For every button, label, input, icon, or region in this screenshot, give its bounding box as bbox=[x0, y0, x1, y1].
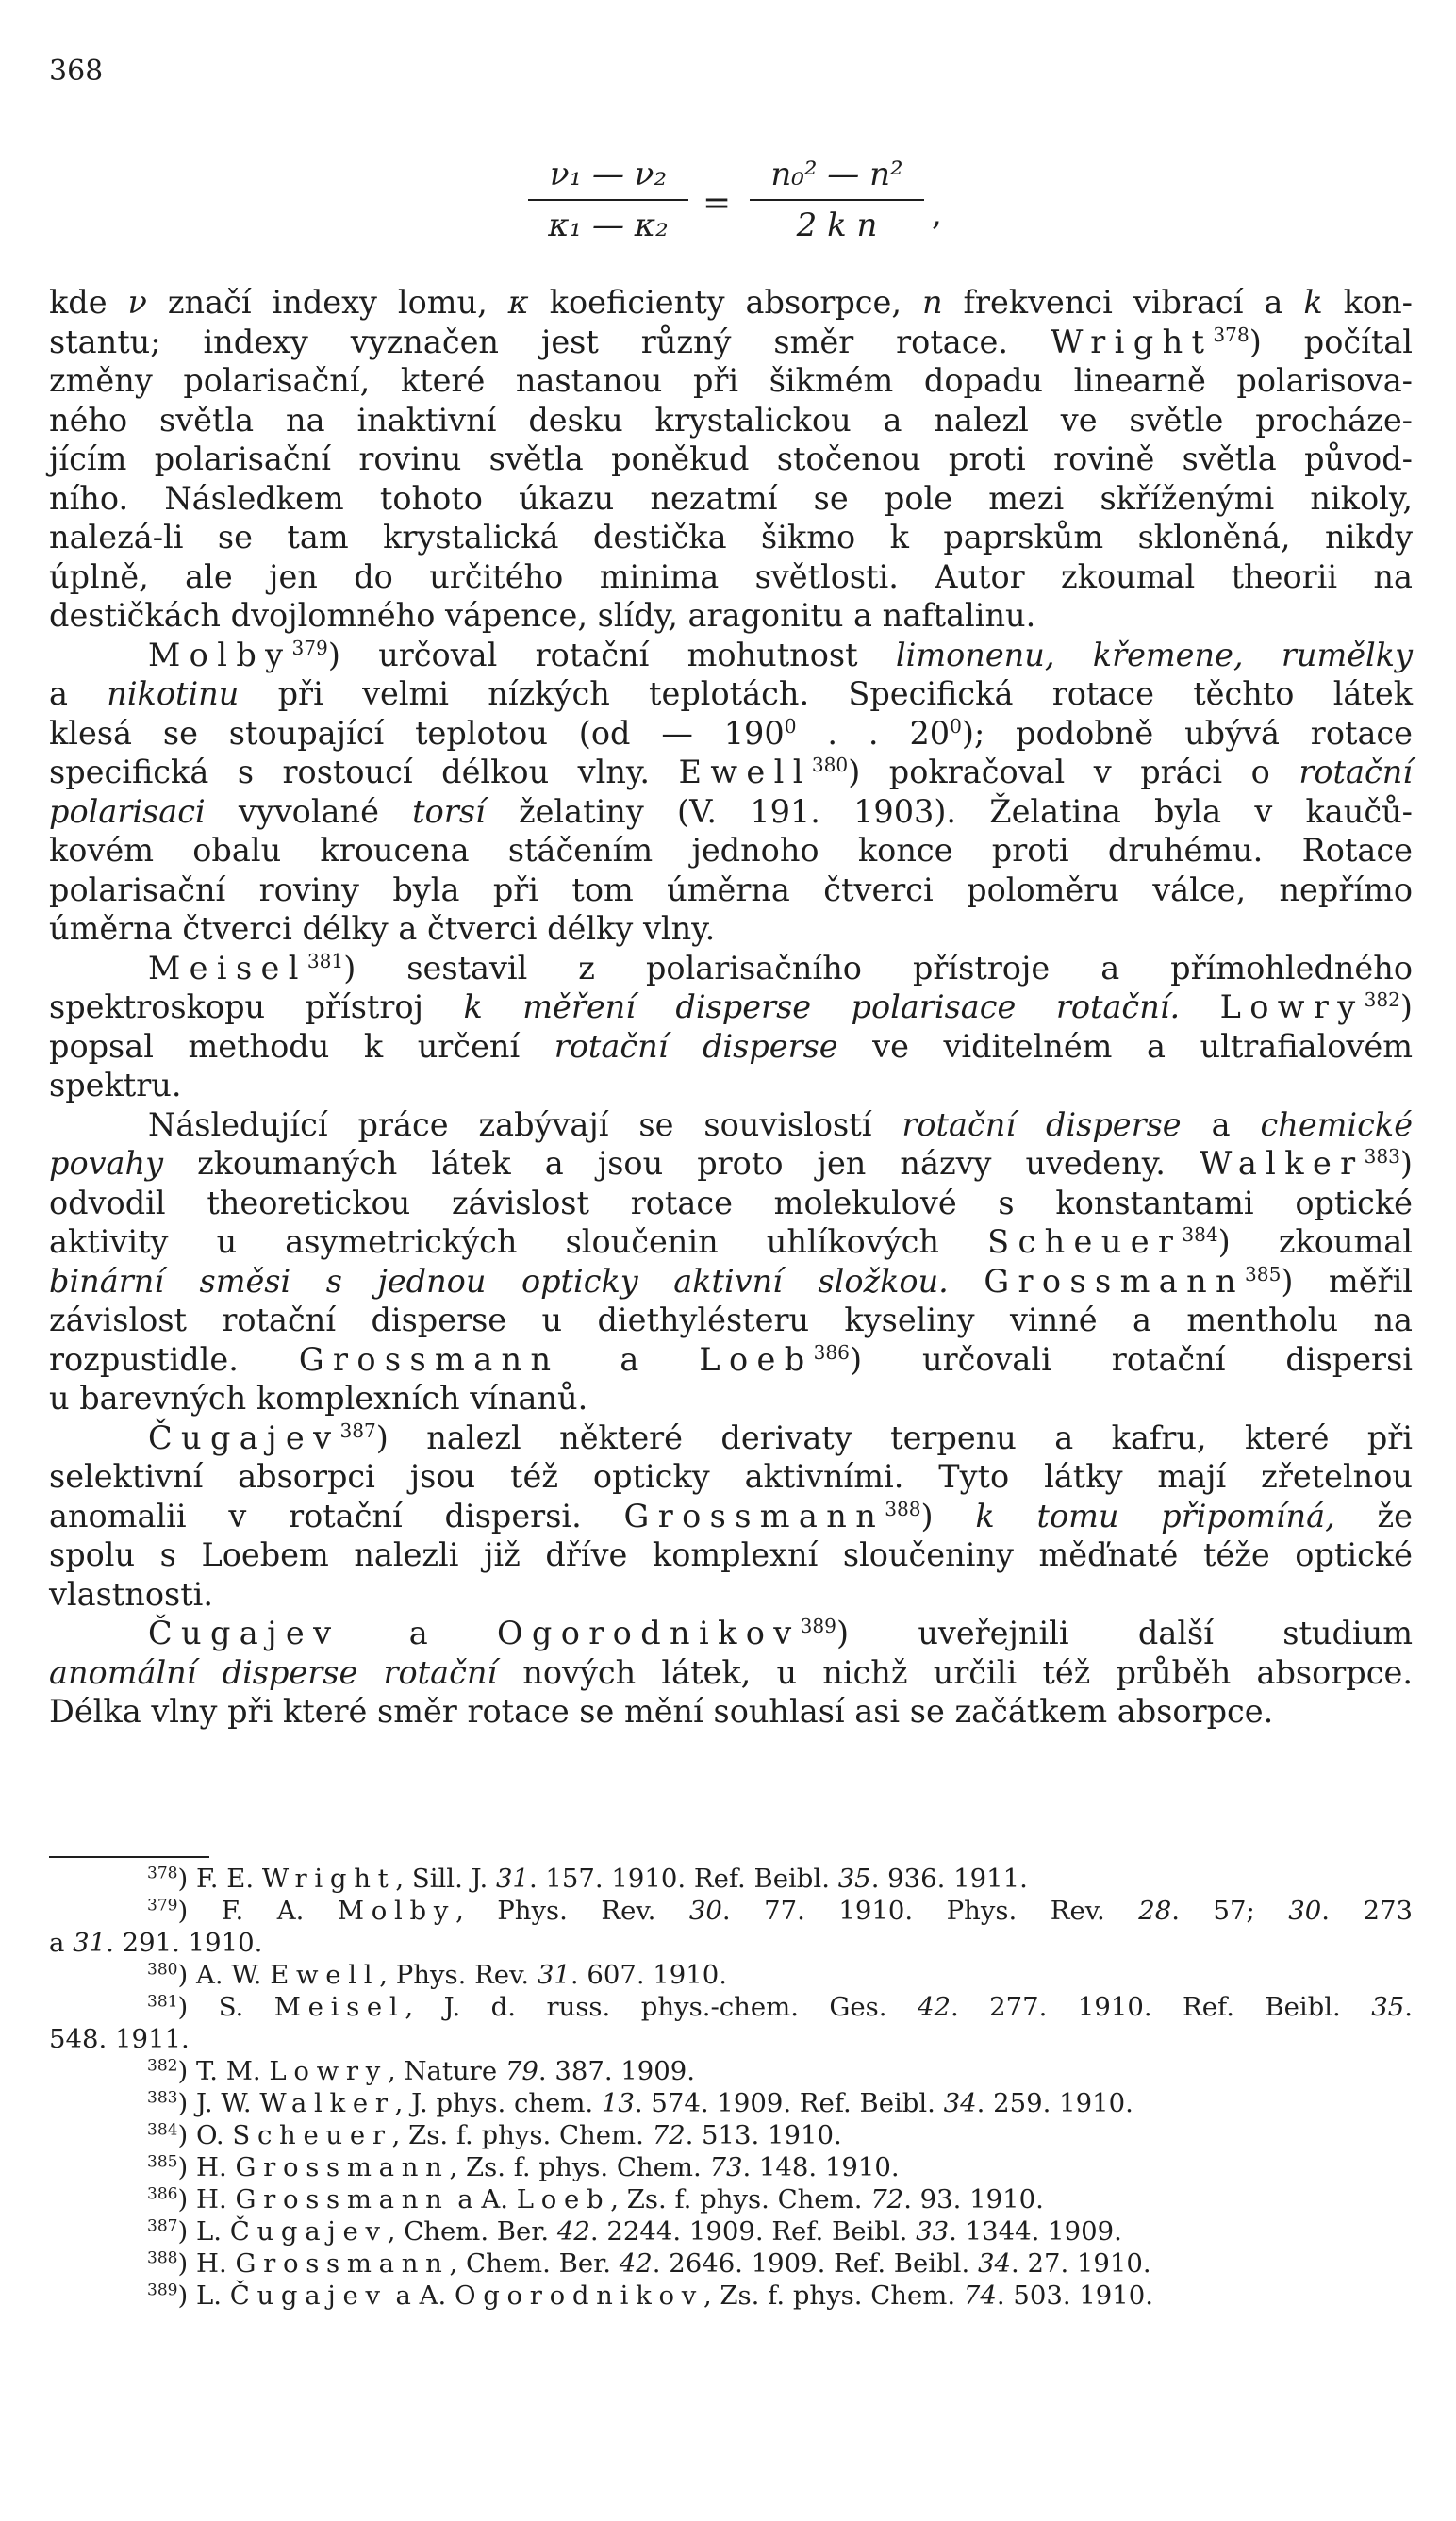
footnote: $^{388}$) H. Grossmann, Chem. Ber. 42. 2646. 1909. Ref. Beibl. 34. 27. 1910. bbox=[147, 2248, 1151, 2279]
footnote: $^{379}$) F. A. Molby, Phys. Rev. 30. 77. 1910. Phys. Rev. 28. 57; 30. 273 bbox=[147, 1896, 1413, 1926]
author-name: Walker bbox=[1199, 1145, 1365, 1182]
body-line: úplně, ale jen do určitého minima světlosti. Autor zkoumal theorii na bbox=[49, 557, 1413, 595]
formula-right-denominator: 2 k n bbox=[796, 207, 878, 244]
body-line: spektroskopu přístroj k měření disperse polarisace rotační. Lowry$^{382}$) bbox=[49, 987, 1413, 1025]
body-line: Následující práce zabývají se souvislostí rotační disperse a chemické bbox=[148, 1105, 1414, 1143]
body-line: rozpustidle. Grossmann a Loeb$^{386}$) určovali rotační dispersi bbox=[49, 1340, 1413, 1378]
body-line: u barevných komplexních vínanů. bbox=[49, 1380, 588, 1417]
body-line: kovém obalu kroucena stáčením jednoho konce proti druhému. Rotace bbox=[49, 832, 1413, 869]
author-name: Grossmann bbox=[984, 1262, 1246, 1300]
footnote: $^{381}$) S. Meisel, J. d. russ. phys.-chem. Ges. 42. 277. 1910. Ref. Beibl. 35. bbox=[147, 1992, 1414, 2022]
body-line: ního. Následkem tohoto úkazu nezatmí se pole mezi skříženými nikoly, bbox=[49, 479, 1413, 517]
footnotes bbox=[49, 1863, 1413, 2312]
body-line: spolu s Loebem nalezli již dříve komplexní sloučeniny měďnaté téže optické bbox=[49, 1536, 1413, 1573]
reference-marker: 382 bbox=[1364, 987, 1400, 1011]
author-name: Čugajev bbox=[148, 1615, 340, 1651]
formula-right-numerator: n₀² — n² bbox=[750, 156, 924, 201]
author-name: Molby bbox=[148, 636, 292, 673]
author-name: Meisel bbox=[148, 949, 307, 987]
body-line: aktivity u asymetrických sloučenin uhlíkových Scheuer$^{384}$) zkoumal bbox=[49, 1222, 1413, 1260]
body-line: specifická s rostoucí délkou vlny. Ewell$^{380}$) pokračoval v práci o rotační bbox=[49, 753, 1413, 790]
body-line: anomální disperse rotační nových látek, u nichž určili též průběh absorpce. bbox=[49, 1653, 1413, 1691]
footnote: $^{385}$) H. Grossmann, Zs. f. phys. Chem. 73. 148. 1910. bbox=[147, 2152, 900, 2182]
reference-marker: 386 bbox=[813, 1340, 850, 1364]
footnote: $^{389}$) L. Čugajev a A. Ogorodnikov, Zs. f. phys. Chem. 74. 503. 1910. bbox=[147, 2281, 1154, 2311]
body-line: závislost rotační disperse u diethylésteru kyseliny vinné a mentholu na bbox=[49, 1302, 1413, 1338]
body-line: Čugajev a Ogorodnikov$^{389}$) uveřejnili další studium bbox=[148, 1614, 1413, 1651]
body-line: povahy zkoumaných látek a jsou proto jen názvy uvedeny. Walker$^{383}$) bbox=[49, 1144, 1413, 1182]
reference-marker: 384 bbox=[1182, 1222, 1218, 1246]
footnote: $^{378}$) F. E. Wright, Sill. J. 31. 157. 1910. Ref. Beibl. 35. 936. 1911. bbox=[147, 1864, 1028, 1894]
body-line: změny polarisační, které nastanou při šikmém dopadu linearně polarisova- bbox=[49, 362, 1413, 399]
body-line: kde ν značí indexy lomu, κ koeficienty absorpce, n frekvenci vibrací a k kon- bbox=[49, 284, 1413, 321]
body-line: Molby$^{379}$) určoval rotační mohutnost limonenu, křemene, rumělky bbox=[148, 636, 1413, 673]
body-line: jícím polarisační rovinu světla poněkud stočenou proti rovině světla původ- bbox=[49, 440, 1413, 477]
body-line: nalezá-li se tam krystalická destička šikmo k paprskům skloněná, nikdy bbox=[49, 519, 1413, 556]
body-line: stantu; indexy vyznačen jest různý směr rotace. Wright$^{378}$) počítal bbox=[49, 323, 1413, 360]
body-line: destičkách dvojlomného vápence, slídy, aragonitu a naftalinu. bbox=[49, 597, 1036, 634]
body-line: ného světla na inaktivní desku krystalickou a nalezl ve světle procháze- bbox=[49, 401, 1413, 439]
author-name: Ogorodnikov bbox=[497, 1615, 801, 1651]
body-line: polarisaci vyvolané torsí želatiny (V. 191. 1903). Želatina byla v kaučů- bbox=[49, 792, 1413, 830]
author-name: Grossmann bbox=[623, 1497, 885, 1534]
body-line: odvodil theoretickou závislost rotace molekulové s konstantami optické bbox=[49, 1184, 1413, 1221]
reference-marker: 379 bbox=[291, 636, 328, 659]
reference-marker: 383 bbox=[1364, 1144, 1400, 1168]
formula-equals: = bbox=[703, 184, 732, 223]
reference-marker: 387 bbox=[339, 1418, 376, 1442]
footnote: $^{383}$) J. W. Walker, J. phys. chem. 13. 574. 1909. Ref. Beibl. 34. 259. 1910. bbox=[147, 2088, 1133, 2118]
footnote: $^{384}$) O. Scheuer, Zs. f. phys. Chem. 72. 513. 1910. bbox=[147, 2120, 842, 2150]
formula-left-fraction bbox=[528, 156, 688, 244]
reference-marker: 389 bbox=[800, 1614, 836, 1637]
body-line: polarisační roviny byla při tom úměrna čtverci poloměru válce, nepřímo bbox=[49, 871, 1413, 908]
footnote: $^{386}$) H. Grossmann a A. Loeb, Zs. f. phys. Chem. 72. 93. 1910. bbox=[147, 2184, 1044, 2214]
body-line: Čugajev$^{387}$) nalezl některé derivaty terpenu a kafru, které při bbox=[148, 1418, 1413, 1456]
reference-marker: 378 bbox=[1213, 323, 1249, 346]
author-name: Loeb bbox=[699, 1340, 814, 1378]
body-line: Délka vlny při které směr rotace se mění souhlasí asi se začátkem absorpce. bbox=[49, 1693, 1274, 1730]
reference-marker: 380 bbox=[811, 753, 849, 776]
formula-comma: , bbox=[932, 195, 942, 233]
author-name: Lowry bbox=[1219, 988, 1365, 1025]
body-line: a nikotinu při velmi nízkých teplotách. Specifická rotace těchto látek bbox=[49, 675, 1413, 712]
author-name: Čugajev bbox=[148, 1418, 340, 1456]
body-line: anomalii v rotační dispersi. Grossmann$^{388}$) k tomu připomíná, že bbox=[49, 1497, 1413, 1534]
page-number: 368 bbox=[49, 55, 104, 88]
rotation-dispersion-formula bbox=[528, 156, 1000, 259]
body-line: spektru. bbox=[49, 1067, 182, 1103]
formula-right-fraction bbox=[750, 156, 924, 244]
body-line: Meisel$^{381}$) sestavil z polarisačního přístroje a přímohledného bbox=[148, 949, 1413, 987]
body-line: klesá se stoupající teplotou (od — $190^0$ . . $20^0$); podobně ubývá rotace bbox=[49, 714, 1414, 752]
body-text bbox=[49, 283, 1413, 1732]
footnote: $^{387}$) L. Čugajev, Chem. Ber. 42. 2244. 1909. Ref. Beibl. 33. 1344. 1909. bbox=[147, 2216, 1122, 2247]
formula-left-numerator: ν₁ — ν₂ bbox=[528, 156, 688, 201]
reference-marker: 381 bbox=[306, 949, 344, 972]
footnote-continuation: a 31. 291. 1910. bbox=[49, 1928, 263, 1958]
body-line: binární směsi s jednou opticky aktivní složkou. Grossmann$^{385}$) měřil bbox=[49, 1262, 1413, 1300]
formula-left-denominator: κ₁ — κ₂ bbox=[548, 207, 669, 244]
footnote: $^{382}$) T. M. Lowry, Nature 79. 387. 1909. bbox=[147, 2056, 696, 2086]
footnote: $^{380}$) A. W. Ewell, Phys. Rev. 31. 607. 1910. bbox=[147, 1960, 728, 1990]
author-name: Grossmann bbox=[298, 1340, 560, 1378]
body-line: selektivní absorpci jsou též opticky aktivními. Tyto látky mají zřetelnou bbox=[49, 1458, 1413, 1495]
footnote-continuation: 548. 1911. bbox=[49, 2024, 190, 2054]
reference-marker: 388 bbox=[885, 1497, 921, 1520]
body-line: vlastnosti. bbox=[49, 1575, 214, 1613]
author-name: Wright bbox=[1050, 323, 1214, 360]
reference-marker: 385 bbox=[1245, 1262, 1282, 1285]
author-name: Scheuer bbox=[987, 1223, 1183, 1260]
body-line: popsal methodu k určení rotační disperse ve viditelném a ultrafialovém bbox=[49, 1027, 1413, 1065]
footnote-separator bbox=[49, 1856, 209, 1858]
author-name: Ewell bbox=[678, 754, 812, 790]
body-line: úměrna čtverci délky a čtverci délky vlny. bbox=[49, 910, 716, 947]
